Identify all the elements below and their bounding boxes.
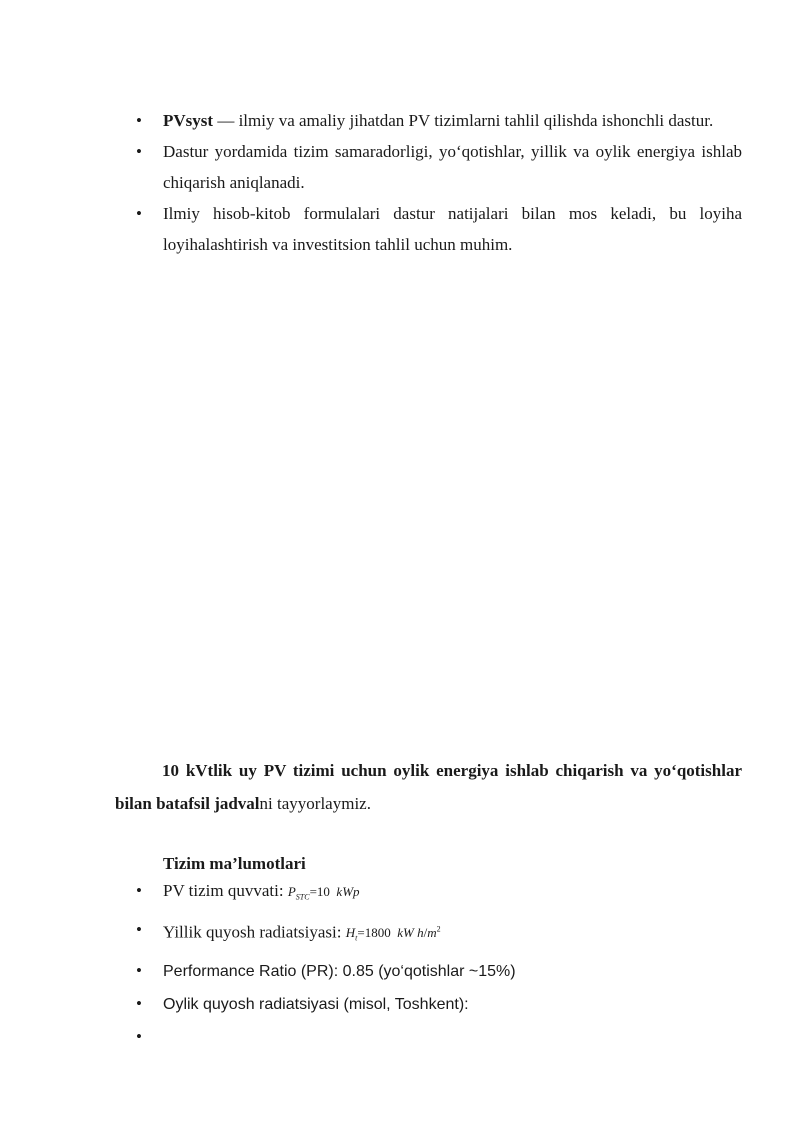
system-info-list	[136, 875, 742, 1046]
list-item	[136, 136, 742, 198]
summary-bullet-list	[136, 105, 742, 260]
list-item	[136, 198, 742, 260]
list-item-text: Ilmiy hisob-kitob formulalari dastur natijalari bilan mos keladi, bu loyiha loyihalashtirish va investitsion tahlil uchun muhim.	[163, 204, 742, 254]
radiation-equals: =1800	[357, 924, 391, 940]
power-subscript: STC	[295, 892, 310, 902]
bullet-icon: •	[136, 111, 142, 130]
lead-paragraph	[115, 754, 742, 820]
bullet-icon: •	[136, 204, 142, 223]
bullet-icon: •	[136, 142, 142, 161]
radiation-formula	[345, 924, 441, 943]
power-equals: =10	[309, 884, 330, 899]
list-item	[136, 988, 742, 1021]
lead-rest-text: ni tayyorlaymiz.	[259, 794, 371, 813]
list-item	[136, 955, 742, 988]
radiation-slash: /	[423, 924, 428, 940]
list-item	[136, 875, 742, 914]
section-title: Tizim ma’lumotlari	[163, 854, 306, 873]
lead-bold-text: 10 kVtlik uy PV tizimi uchun oylik energiya ishlab chiqarish va yo‘qotishlar bilan batafsil jadval	[115, 761, 742, 813]
power-symbol: P	[287, 884, 296, 899]
power-formula	[287, 884, 360, 902]
list-item	[136, 105, 742, 136]
pvsyst-term: PVsyst	[163, 111, 214, 130]
power-unit: kWp	[336, 884, 360, 899]
radiation-symbol: H	[345, 924, 356, 940]
list-item-text: — ilmiy va amaliy jihatdan PV tizimlarni tahlil qilishda ishonchli dastur.	[213, 111, 714, 130]
list-item-text: Dastur yordamida tizim samaradorligi, yo‘qotishlar, yillik va oylik energiya ishlab chiqarish aniqlanadi.	[163, 142, 742, 192]
bullet-icon: •	[136, 881, 142, 900]
radiation-label: Yillik quyosh radiatsiyasi:	[163, 921, 346, 941]
bullet-icon: •	[136, 919, 142, 939]
radiation-subscript: t	[355, 933, 358, 943]
monthly-radiation-text: Oylik quyosh radiatsiyasi (misol, Toshkent):	[163, 995, 469, 1013]
power-label: PV tizim quvvati:	[163, 881, 288, 900]
list-item	[136, 914, 742, 955]
performance-ratio-text: Performance Ratio (PR): 0.85 (yo‘qotishlar ~15%)	[163, 962, 516, 980]
bullet-icon: •	[136, 960, 142, 980]
bullet-icon: •	[136, 993, 142, 1013]
bullet-icon: •	[136, 1026, 142, 1046]
radiation-unit: kW h	[397, 924, 424, 940]
radiation-superscript: 2	[436, 924, 441, 934]
radiation-area-unit: m	[427, 924, 437, 940]
